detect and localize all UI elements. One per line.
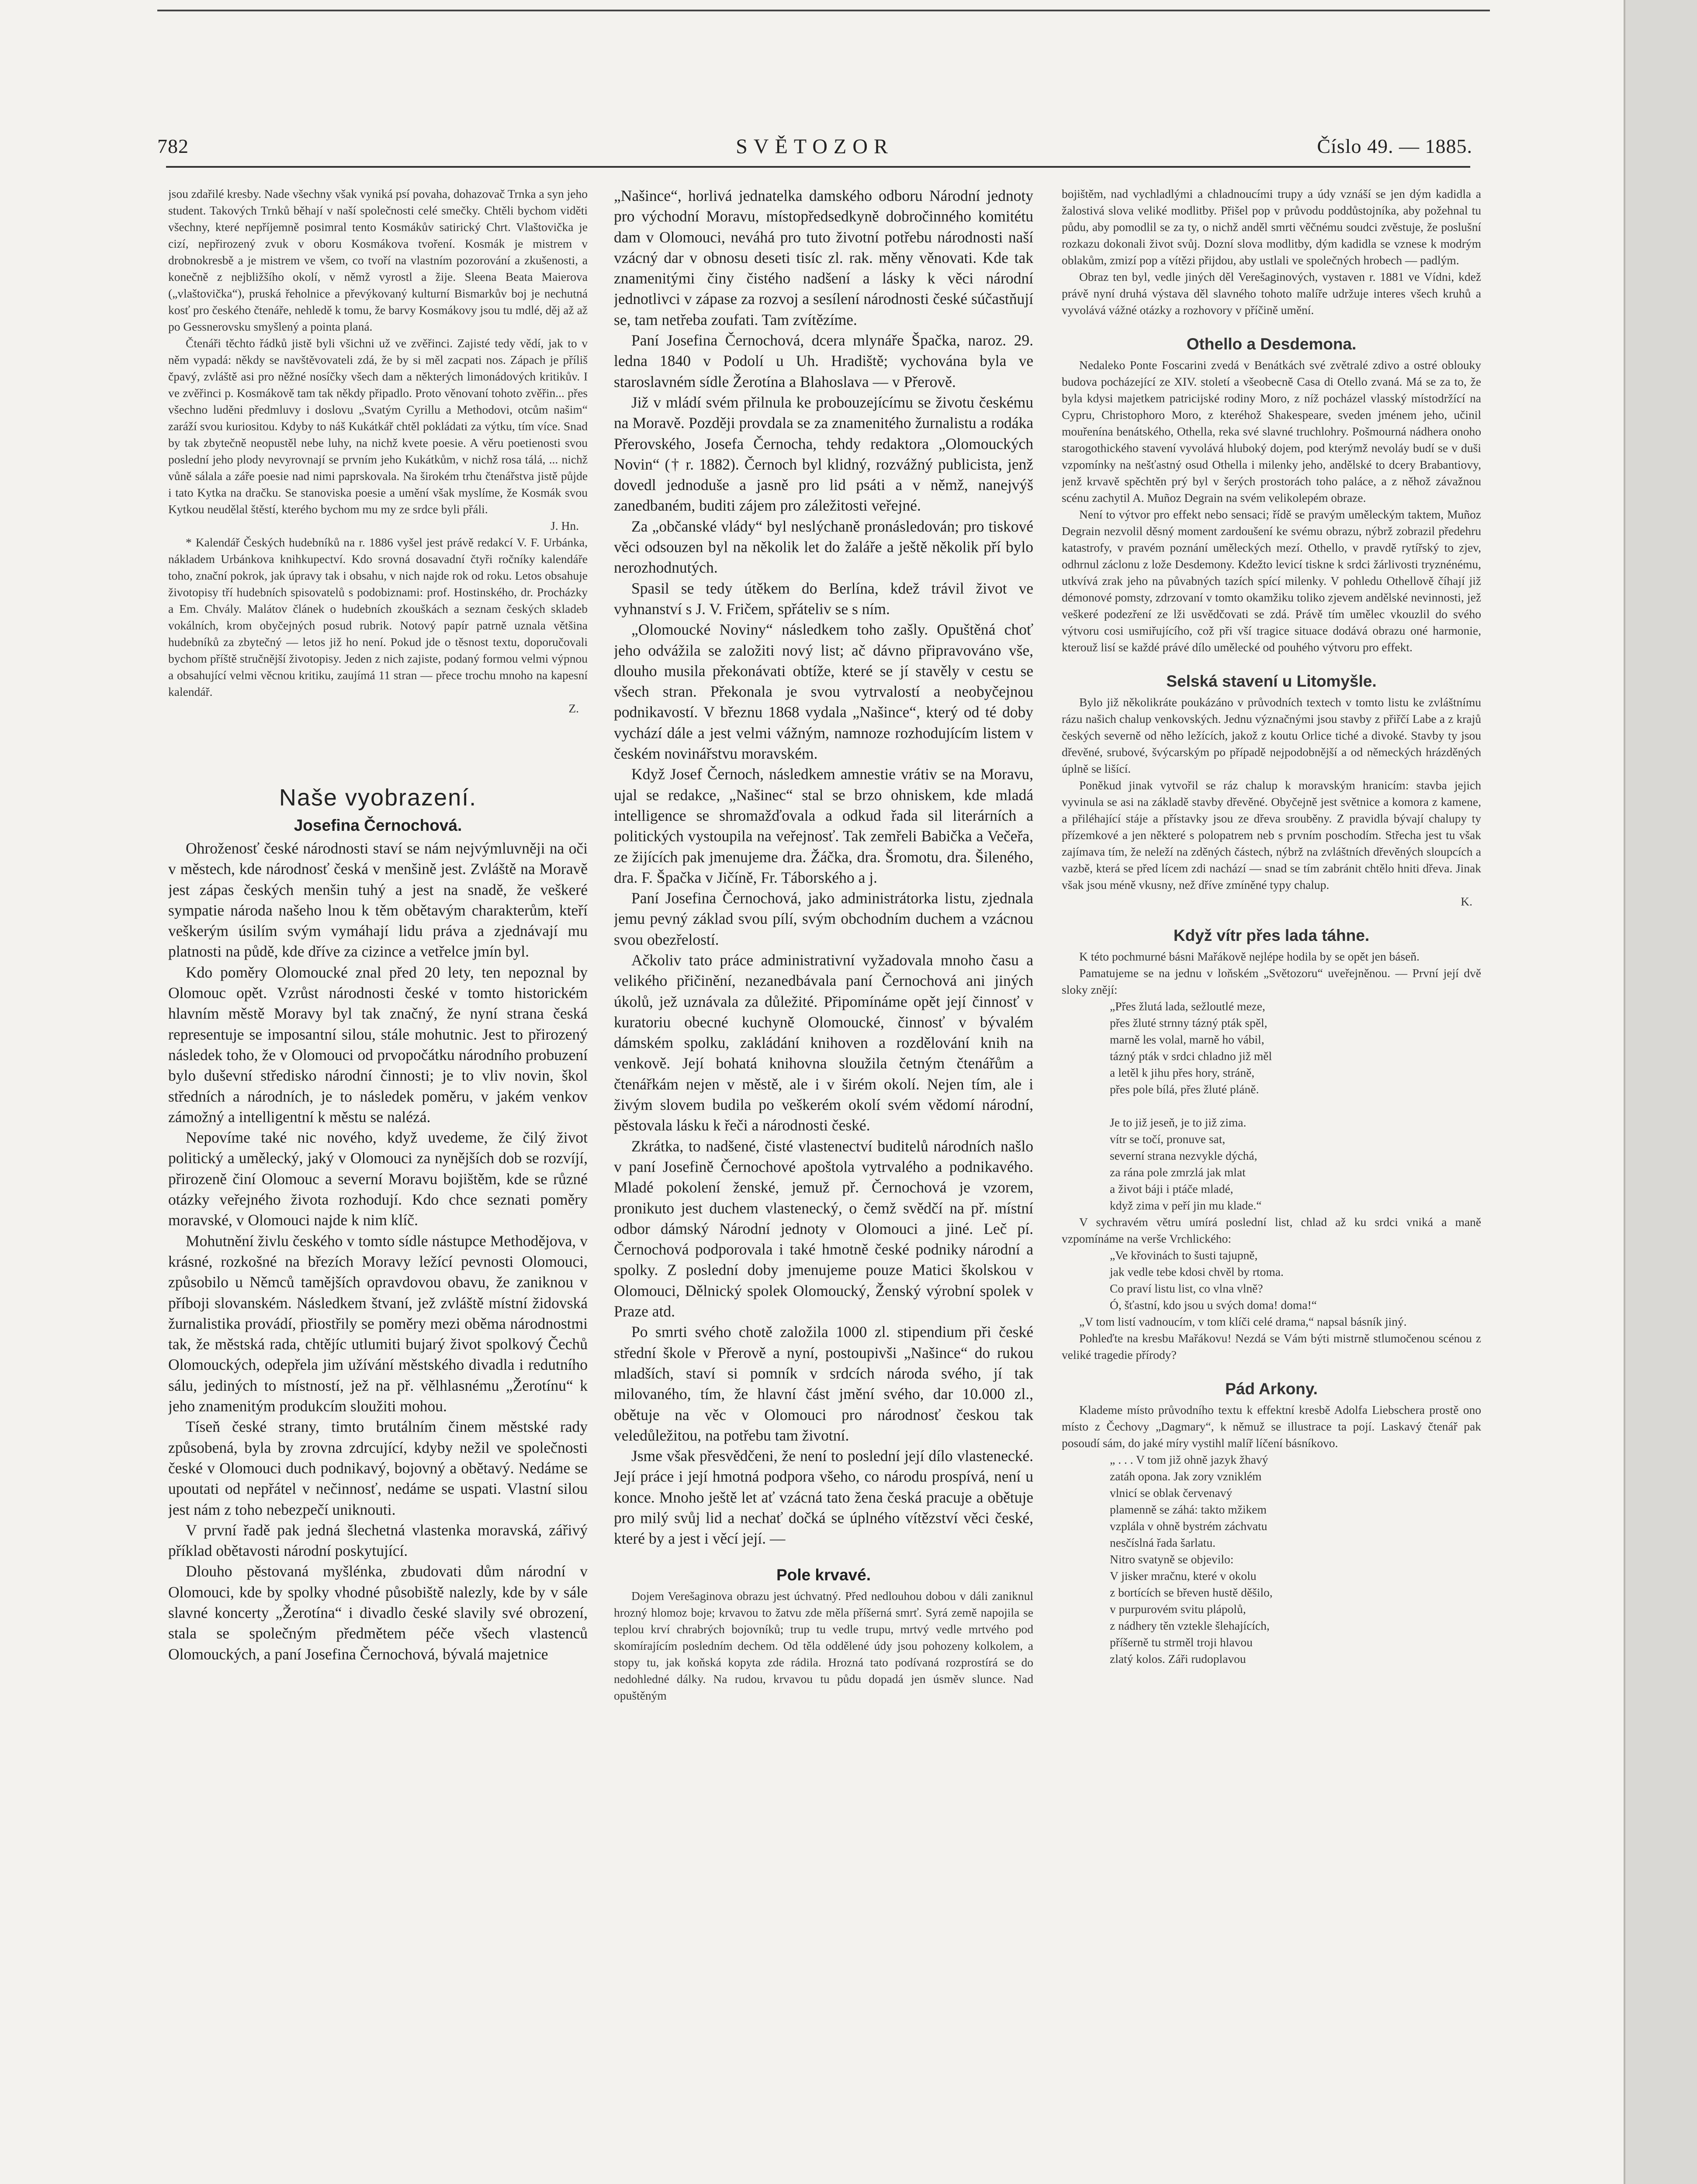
- paragraph: Nepovíme také nic nového, když uvedeme, že čilý život politický a umělecký, jaký v Olomouci za nynějších dob se rozvíjí, přirozeně činí Olomouc a severní Moravu bojištěm, kde se různé otázky veřejného života rozhodují. Kdo chce seznati poměry moravské, v Olomouci najde k nim klíč.: [168, 1129, 588, 1229]
- verse-line: vlnicí se oblak červenavý: [1110, 1486, 1233, 1500]
- section-heading: Othello a Desdemona.: [1186, 335, 1357, 353]
- paragraph: bojištěm, nad vychladlými a chladnoucími trupy a údy vznáší se jen dým kadidla a žalostivá slova veliké modlitby. Přišel pop v průvodu poddůstojníka, aby požehnal tu půdu, aby pomodlil se za ty, o nichž anděl smrti věčnému soudci zvěstuje, že poslušní rozkazu dokonali život svůj. Dozní slova modlitby, dým kadidla se vznese k modrým oblakům, zmizí pop a vítězi přijdou, aby ustlali ve společných hrobech — padlým.: [1062, 187, 1481, 267]
- verse-line: „Přes žlutá lada, sežloutlé meze,: [1110, 999, 1265, 1013]
- paragraph: Ačkoliv tato práce administrativní vyžadovala mnoho času a velikého přičinění, nezanedbávala paní Černochová ani jiných úkolů, jež uznávala za důležité. Připomínáme opět její činnosť v kuratoriu obecné kuchyně Olomoucké, činnosť v bývalém dámském spolku, zakládání knihoven a rozdělování knih na venkově. Její bohatá knihovna sloužila četným čtenářům a čtenářkám nejen v městě, ale i v širém okolí. Nejen tím, ale i živým slovem budila po veškerém okolí svém vědomí národní, pěstovala lásku k řeči a národnosti české.: [614, 951, 1033, 1134]
- verse-line: v purpurovém svitu plápolů,: [1110, 1602, 1246, 1616]
- verse-line: severní strana nezvykle dýchá,: [1110, 1149, 1257, 1162]
- paragraph: * Kalendář Českých hudebníků na r. 1886 vyšel jest právě redakcí V. F. Urbánka, nákladem Urbánkova knihkupectví. Kdo srovná dosavadní čtyři ročníky kalendáře toho, znační pokrok, jak úpravy tak i obsahu, v nich najde rok od roku. Letos obsahuje životopisy tří hudebních spisovatelů s podobiznami: prof. Hostinského, dr. Procházky a Em. Chvály. Malátov článek o hudebních zkouškách a seznam českých skladeb vokálních, krom obyčejných posud rubrik. Notový papír patrně uznala většina hudebníků za zbytečný — letos již ho není. Pokud jde o těsnost textu, doporučovali bychom příště stručnější životopisy. Jeden z nich zajiste, podaný formou velmi výpnou a obsahující velmi věcnou kritiku, zaujímá 11 stran — přece trochu mnoho na kapesní kalendář.: [168, 536, 588, 698]
- header-rule: [166, 166, 1470, 168]
- paragraph: Za „občanské vlády“ byl neslýchaně pronásledován; pro tiskové věci odsouzen byl na několik let do žaláře a ještě několik pří bylo nerozhodnutých.: [614, 517, 1033, 577]
- subheading: Josefina Černochová.: [294, 816, 462, 834]
- verse-line: Ó, šťastní, kdo jsou u svých doma! doma!“: [1110, 1298, 1317, 1312]
- paragraph: Dojem Verešaginova obrazu jest úchvatný. Před nedlouhou dobou v dáli zaniknul hrozný hlomoz boje; krvavou to žatvu zde měla příšerná smrť. Syrá země napojila se teplou krví chrabrých bojovníků; trup tu vedle trupu, mrtvý vedle mrtvého pod skomírajícím posledním dechem. Od těla oddělené údy jsou pohozeny kolkolem, a stopy tu, jak koňská kopyta zde rádila. Hrozná tato podívaná rozprostírá se do nedohledné dálky. Na rudou, krvavou tu půdu dopadá jen úsměv slunce. Nad opuštěným: [614, 1589, 1033, 1702]
- paragraph: Obraz ten byl, vedle jiných děl Verešaginových, vystaven r. 1881 ve Vídni, kdež právě nyní druhá výstava děl slavného tohoto malíře udržuje interes všech kruhů a vyvolává vážné otázky a rozhovory v příčině umění.: [1062, 270, 1481, 317]
- verse-line: nesčíslná řada šarlatu.: [1110, 1536, 1216, 1549]
- verse-line: Co praví listu list, co vlna vlně?: [1110, 1282, 1263, 1295]
- paragraph: Zkrátka, to nadšené, čisté vlastenectví buditelů národních našlo v paní Josefině Černochové apoštola vytrvalého a podnikavého. Mladé pokolení ženské, jemuž př. Černochová je vzorem, pronikuto jest duchem vlastenecký, o čemž svědčí na př. místní odbor dámský Národní jednoty v Olomouci a jiné. Leč pí. Černochová podporovala i také hmotně české podniky národní a spolky. Z poslední doby jmenujeme pouze Matici školskou v Olomouci, Dělnický spolek Olomoucký, Ženský výrobní spolek v Praze atd.: [614, 1137, 1033, 1320]
- magazine-title: SVĚTOZOR: [736, 135, 894, 158]
- paragraph: Klademe místo průvodního textu k effektní kresbě Adolfa Liebschera prostě ono místo z Čechovy „Dagmary“, k němuž se illustrace ta pojí. Laskavý čtenář pak posoudí sám, do jaké míry vystihl malíř líčení básníkovo.: [1062, 1403, 1481, 1450]
- verse-line: příšerně tu strměl troji hlavou: [1110, 1635, 1253, 1649]
- verse-line: „Ve křovinách to šusti tajupně,: [1110, 1248, 1258, 1262]
- running-header: [157, 135, 1472, 165]
- paragraph: Pamatujeme se na jednu v loňském „Světozoru“ uveřejněnou. — První její dvě sloky znějí:: [1062, 966, 1481, 996]
- paragraph: Ohroženosť české národnosti staví se nám nejvýmluvněji na oči v městech, kde národnosť česká v menšině jest. Zvláště na Moravě jest zápas českých menšin tuhý a jest na snadě, že veškeré sympatie národa našeho lnou k těm obětavým charakterům, kteří veškerým úsilím svým vymáhají lidu práva a zjednávají mu platnosti na půdě, kde dříve za cizince a vetřelce jmín byl.: [168, 840, 588, 961]
- verse-line: Je to již jeseň, je to již zima.: [1110, 1116, 1247, 1129]
- signature: J. Hn.: [551, 519, 579, 532]
- paragraph: Již v mládí svém přilnula ke probouzejícímu se životu českému na Moravě. Později provdala se za znamenitého žurnalistu a rodáka Přerovského, Josefa Černocha, tehdy redaktora „Olomouckých Novin“ († r. 1882). Černoch byl klidný, rozvážný publicista, jenž dovedl jednoduše a jasně pro lid psáti a v němž, nanejvýš zanedbaném, buditi zájem pro záležitosti veřejné.: [614, 393, 1033, 515]
- paragraph: Mohutnění živlu českého v tomto sídle nástupce Methodějova, v krásné, rozkošné na březích Moravy ležící pevnosti Olomouci, způsobilo u Němců tamějších opravdovou obavu, že zaniknou v příboji slovanském. Následkem štvaní, jež zvláště místní židovská žurnalistika provádí, přiostřily se poměry mezi oběma národnostmi tak, že městská rada, chtějíc utlumiti bujarý život spolkový Čechů Olomouckých, odepřela jim užívání městského divadla i redutního sálu, jediných to místností, jež na př. vělhlasnému „Žerotínu“ k jeho znamenitým produkcím sloužiti mohou.: [168, 1232, 588, 1415]
- verse-line: V jisker mračnu, které v okolu: [1110, 1569, 1257, 1583]
- column-3: [1062, 186, 1481, 2184]
- poem-verse: [1110, 1247, 1481, 1313]
- paragraph: Nedaleko Ponte Foscarini zvedá v Benátkách své zvětralé zdivo a ostré oblouky budova pocházející ze XIV. století a všeobecně Casa di Otello zvaná. Má se za to, že byla kdysi majetkem patricijské rodiny Moro, z níž pocházel vlasský místodržící na Cypru, Christophoro Moro, z kteréhož Shakespeare, sveden jménem jeho, učinil mouřenína benátského, Othella, reka své slavné truchlohry. Pošmourná nádhera onoho starogothického stavení vyvolává hluboký dojem, pod kterýmž nevoláy budí se v duši vzpomínky na nešťastný osud Othella i milenky jeho, andělské to dcery Brabantiovy, jenž krvavě spěchtěn prý byl v šerých prostorách toho paláce, a z něhož závažnou scénu zachytil A. Muñoz Degrain na svém velikolepém obraze.: [1062, 358, 1481, 505]
- paragraph: Paní Josefina Černochová, jako administrátorka listu, zjednala jemu pevný základ svou pílí, svým obchodním duchem a vzácnou svou obezřelostí.: [614, 889, 1033, 948]
- paragraph: Není to výtvor pro effekt nebo sensaci; řídě se pravým uměleckým taktem, Muñoz Degrain nezvolil děsný moment zardoušení ke svému obrazu, nýbrž zobrazil předehru katastrofy, v pravém poznání uměleckých mezí. Othello, v pravdě rytířský to zjev, odhrnul záclonu z lože Desdemony. Kdežto levicí tiskne k srdci žárlivosti tryznénému, utkvívá zrak jeho na půvabných tazích spící milenky. V pohledu Othellově číhají již démonové pomsty, zdrzovaní v tomto okamžiku toliko zjevem andělské nevinnosti, jež veškeré podezření ze lži usvědčovati se zdá. Právě tím umělec vkouzlil do svého výtvoru cosi usmiřujícího, což při vší tragice situace dodává obrazu oné harmonie, kterouž lisí se každé právé dílo umělecké od pouhého výtvoru pro effekt.: [1062, 508, 1481, 654]
- verse-line: zatáh opona. Jak zory vzniklém: [1110, 1469, 1262, 1483]
- verse-line: přes pole bílá, přes žluté pláně.: [1110, 1082, 1259, 1096]
- issue-number: Číslo 49. — 1885.: [1317, 135, 1472, 157]
- paragraph: Paní Josefina Černochová, dcera mlynáře Špačka, naroz. 29. ledna 1840 v Podolí u Uh. Hradiště; vychována byla ve staroslavném sídle Žerotína a Blahoslava — v Přerově.: [614, 332, 1033, 390]
- verse-line: zlatý kolos. Záři rudoplavou: [1110, 1652, 1246, 1666]
- paragraph: Poněkud jinak vytvořil se ráz chalup k moravským hranicím: stavba jejich vyvinula se asi na základě stavby dřevěné. Obyčejně jest světnice a komora z kamene, a přiléhající stáje a přístavky jsou ze dřeva srouběny. Z pravidla bývají chalupy ty přízemkové a jen některé s polopatrem neb s prvním poschodím. Střecha jest tu však zajímava tím, že neleží na zděných částech, nýbrž na zvláštních dřevěných sloupcích a vazbě, která se před lícem zdi nachází — snad se tím zabránit chtělo hniti dřeva. Jinak však jsou méně vkusny, než dříve zmíněné typy chalup.: [1062, 778, 1481, 892]
- paragraph: Jsme však přesvědčeni, že není to poslední její dílo vlastenecké. Její práce i její hmotná podpora všeho, co národu prospívá, není u konce. Mnoho ještě let ať vzácná tato žena česká pracuje a obětuje pro milý svůj lid a nechať dočká se úplného vítězství věci české, které by a jest i věcí její. —: [614, 1447, 1033, 1548]
- verse-line: a život báji i ptáče mladé,: [1110, 1182, 1233, 1196]
- verse-line: tázný pták v srdci chladno již měl: [1110, 1049, 1272, 1063]
- verse-line: za rána pole zmrzlá jak mlat: [1110, 1165, 1246, 1179]
- paragraph: Čtenáři těchto řádků jistě byli všichni už ve zvěřinci. Zajisté tedy vědí, jak to v něm vypadá: někdy se navštěvovateli zdá, že by si měl zacpati nos. Zápach je příliš čpavý, zvláště asi pro něžné nosíčky všech dam a některých limonádových kritikův. I ve zvěřinci p. Kosmákově tam tak někdy připadlo. Proto věnovaní tohoto zvěřin... přes všechno luděni předmluvy i doslovu „Svatým Cyrillu a Methodovi, otcům našim“ zaráží svou kuriositou. Kdyby to náš Kukátkář chtěl pokládati za výtku, tím více. Snad by tak zbytečně neopustěl nebe luhy, na nichž kvete poesie. A věru poetienosti svou poslední jeho plody nevyrovnají se prvním jeho Kukátkům, v nichž rosa tálá, ... nichž vůně sálala a záře poesie nad nimi paprskovala. Na širokém trhu čtenářstva jistě půjde i tato Kytka na dračku. Se stanoviska poesie a umění však myslíme, že Kosmák svou Kytkou neudělal štěstí, kterého bychom mu my ze srdce byli přáli.: [168, 336, 588, 516]
- verse-line: z bortících se břeven hustě děšilo,: [1110, 1586, 1273, 1599]
- paragraph: Spasil se tedy útěkem do Berlína, kdež trávil život ve vyhnanství s J. V. Fričem, spřáteliv se s ním.: [614, 579, 1033, 618]
- signature: Z.: [568, 702, 579, 715]
- verse-line: Nitro svatyně se objevilo:: [1110, 1552, 1234, 1566]
- paragraph: Po smrti svého chotě založila 1000 zl. stipendium při české střední škole v Přerově a nyní, postoupivši „Našince“ do rukou mladších, staví si pomník v srdcích národa svého, jí tak milovaného, tím, že hlavní část jmění svého, dar 10.000 zl., obětuje na věc v Olomouci pro národnosť českou tak veledůležitou, na potřebu tam životní.: [614, 1323, 1033, 1444]
- section-heading: Když vítr přes lada táhne.: [1173, 926, 1370, 944]
- paragraph: jsou zdařilé kresby. Nade všechny však vyniká psí povaha, dohazovač Trnka a syn jeho student. Takových Trnků běhají v naší společnosti celé smečky. Chtěli bychom viděti všechny, které nepříjemně posimral tento Kosmákův satirický Chrt. Vlaštovička je cizí, nepřirozený zvuk v oboru Kosmákova tvoření. Kosmák je mistrem v drobnokresbě a je mistrem ve všem, co tvoří na vlastním pozorování a zkušenosti, a konečně z nejbližšího okolí, v němž vyrostl a žije. Sleena Beata Maierova („vlaštovička“), pruská řeholnice a převýkovaný kulturní Bismarkův boj je nechutná kosť pro českého čtenáře, nehledě k tomu, že barvy Kosmákovy jsou tu mdlé, děj až až po Gessnerovsku smyšlený a pointa planá.: [168, 187, 588, 333]
- paragraph: Kdo poměry Olomoucké znal před 20 lety, ten nepoznal by Olomouc opět. Vzrůst národnosti české v tomto historickém hlavním městě Moravy byl tak značný, že nyní strana česká representuje se imposantní silou, stále mohutnic. Jest to přirozený následek toho, že v Olomouci od prvopočátku národního probuzení bylo duševní středisko národní činnosti; je to vliv novin, škol středních a národních, je to následek poměru, v jakém venkov zámožný a intelligentní k městu se nalézá.: [168, 963, 588, 1126]
- paragraph: Bylo již několikráte poukázáno v průvodních textech v tomto listu ke zvláštnímu rázu našich chalup venkovských. Jednu význačnými jsou stavby z přiřčí Labe a z krajů českých severně od něho ležících, jakož z koutu Orlice tiché a divoké. Stavby ty jsou dřevěné, srubové, švýcarským po případě nejpodobnější a od německých hrázděných úplně se lišící.: [1062, 695, 1481, 775]
- verse-line: vítr se točí, pronuve sat,: [1110, 1132, 1226, 1146]
- paragraph: „Olomoucké Noviny“ následkem toho zašly. Opuštěná choť jeho odvážila se založiti nový list; ač dávno připravováno vše, dlouho musila překonávati obtíže, které se jí stavěly v cestu se všech stran. Překonala je svou vytrvalostí a neobyčejnou podnikavostí. V březnu 1868 vydala „Našince“, který od té doby vychází dále a jest velmi vážným, namnoze rozhodujícím listem v českém novinářstvu moravském.: [614, 621, 1033, 763]
- column-1: [168, 186, 588, 2184]
- verse-line: když zima v peří jin mu klade.“: [1110, 1199, 1262, 1212]
- paragraph: Pohleďte na kresbu Mařákovu! Nezdá se Vám býti mistrně stlumočenou scénou z veliké tragedie přírody?: [1062, 1331, 1481, 1362]
- paragraph: Tíseň české strany, timto brutálním činem městské rady způsobená, byla by zrovna zdrcující, kdyby nežil ve společnosti české v Olomouci duch podnikavý, bojovný a obětavý. Nedáme se upoutati od nepřátel v nečinnosť, nedáme se uspati. Vlastní silou jest nám z toho nebezpečí uniknouti.: [168, 1418, 588, 1518]
- verse-line: „ . . . V tom již ohně jazyk žhavý: [1110, 1453, 1268, 1466]
- poem-verse: [1110, 998, 1481, 1214]
- verse-line: přes žluté strnny tázný pták spěl,: [1110, 1016, 1268, 1030]
- verse-line: plamenně se záhá: takto mžikem: [1110, 1503, 1267, 1516]
- page-edge: [1625, 0, 1697, 2184]
- paragraph: „Našince“, horlivá jednatelka damského odboru Národní jednoty pro východní Moravu, místopředsedkyně dobročinného komitétu dam v Olomouci, neváhá pro tuto životní potřebu národnosti naší vzácný dar v obnosu deseti tisíc zl. rak. měny věnovati. Kde tak znamenitými činy čistého nadšení a lásky k věci národní jednotlivci v zápase za rozvoj a sesílení národnosti české súčastňují se, tam netřeba zoufati. Tam zvítězíme.: [614, 187, 1033, 328]
- top-rule: [157, 10, 1490, 11]
- verse-line: jak vedle tebe kdosi chvěl by rtoma.: [1110, 1265, 1284, 1279]
- section-title: Naše vyobrazení.: [279, 784, 477, 811]
- page-number: 782: [157, 135, 189, 157]
- paragraph: Dlouho pěstovaná myšlénka, zbudovati dům národní v Olomouci, kde by spolky vhodné působiště nalezly, kde by v sále slavné koncerty „Žerotína“ i divadlo české slavily své obrození, stala se společným předmětem péče všech vlastenců Olomouckých, a paní Josefina Černochová, bývalá majetnice: [168, 1562, 588, 1663]
- paragraph: Když Josef Černoch, následkem amnestie vrátiv se na Moravu, ujal se redakce, „Našinec“ stal se brzo ohniskem, kde mladá intelligence se shromažďovala a odkud řada sil literárních a politických vystoupila na veřejnosť. Tak zemřeli Babička a Večeřa, ze žijících pak jmenujeme dra. Žáčka, dra. Šromotu, dra. Šileného, dra. F. Špačka v Jičíně, Fr. Táborského a j.: [614, 765, 1033, 886]
- verse-line: [1110, 1098, 1481, 1114]
- verse-line: z nádhery těn vztekle šlehajících,: [1110, 1619, 1270, 1632]
- column-2: [614, 186, 1033, 2184]
- verse-line: vzplála v ohně bystrém záchvatu: [1110, 1519, 1268, 1533]
- paragraph: V první řadě pak jedná šlechetná vlastenka moravská, zářivý příklad obětavosti národní poskytující.: [168, 1521, 588, 1560]
- section-heading: Pole krvavé.: [776, 1565, 871, 1584]
- paragraph: K této pochmurné básni Mařákově nejlépe hodila by se opět jen báseň.: [1079, 950, 1420, 963]
- verse-line: marně les volal, marně ho vábil,: [1110, 1033, 1264, 1046]
- poem-verse: [1110, 1451, 1481, 1667]
- section-heading: Selská stavení u Litomyšle.: [1166, 672, 1377, 690]
- verse-line: a letěl k jihu přes hory, stráně,: [1110, 1066, 1255, 1079]
- paragraph: V sychravém větru umírá poslední list, chlad až ku srdci vniká a maně vzpomínáme na verše Vrchlického:: [1062, 1215, 1481, 1245]
- signature: K.: [1461, 895, 1472, 908]
- review-block: [168, 186, 588, 717]
- section-heading: Pád Arkony.: [1225, 1380, 1318, 1398]
- paragraph: „V tom listí vadnoucím, v tom klíči celé drama,“ napsal básník jiný.: [1079, 1315, 1407, 1328]
